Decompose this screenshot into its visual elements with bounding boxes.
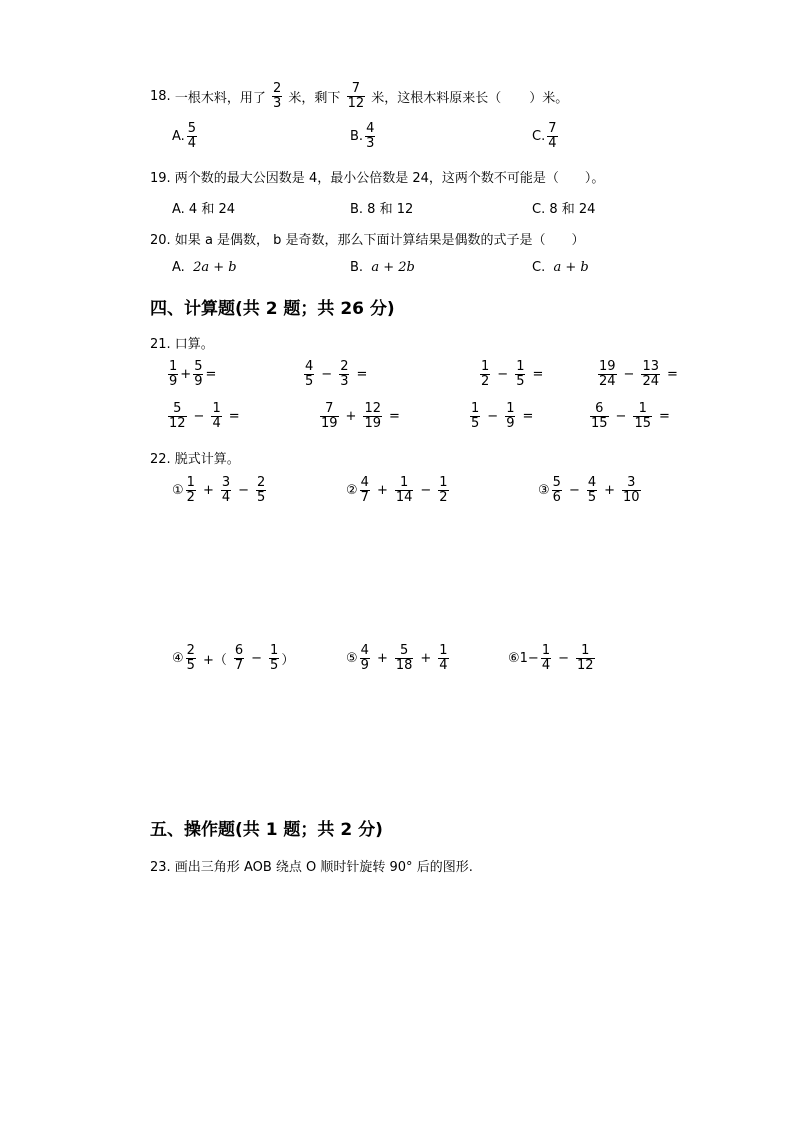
q18-option-c[interactable]: C. $\frac{7}{4}$ [532,121,557,151]
q19-option-b[interactable]: B. 8 和 12 [350,202,414,217]
q21-item-6: $\frac{7}{19}$ + $\frac{12}{19}$ = [321,401,400,431]
question-22-title: 22. 脱式计算。 [150,452,240,467]
q21-item-8: $\frac{6}{15}$ − $\frac{1}{15}$ = [591,401,670,431]
q18-text-1: 一根木料，用了 [174,91,266,106]
question-19: 19. 两个数的最大公因数是 4，最小公倍数是 24，这两个数不可能是（ ）。 [150,171,605,186]
section-4-heading: 四、计算题(共 2 题；共 26 分) [150,299,395,319]
q18-number: 18. [150,89,171,104]
q21-item-3: $\frac{1}{2}$ − $\frac{1}{5}$ = [481,359,544,389]
q21-item-4: $\frac{19}{24}$ − $\frac{13}{24}$ = [599,359,678,389]
q21-item-7: $\frac{1}{5}$ − $\frac{1}{9}$ = [471,401,534,431]
q18-text-3: 米，这根木料原来长（ [371,91,502,106]
q18-text-2: 米，剩下 [288,91,341,106]
q18-option-a[interactable]: A. $\frac{5}{4}$ [172,121,197,151]
question-21-title: 21. 口算。 [150,337,214,352]
q18-text-4: ）米。 [529,91,569,106]
q18-fraction-used: $\frac{2}{3}$ [272,81,282,111]
q18-option-b[interactable]: B. $\frac{4}{3}$ [350,121,375,151]
q21-item-2: $\frac{4}{5}$ − $\frac{2}{3}$ = [305,359,368,389]
q18-fraction-left: $\frac{7}{12}$ [347,81,365,111]
q19-option-a[interactable]: A. 4 和 24 [172,202,236,217]
q22-item-6: ⑥ 1− $\frac{1}{4}$ − $\frac{1}{12}$ [508,643,594,673]
q19-option-c[interactable]: C. 8 和 24 [532,202,596,217]
q20-option-a[interactable]: A. 2a + b [172,260,237,275]
q21-item-1: $\frac{1}{9}$ + $\frac{5}{9}$ = [169,359,217,389]
question-18 [150,82,568,111]
q22-item-5: ⑤ $\frac{4}{9}$ + $\frac{5}{18}$ + $\frac{1}{4}$ [346,643,448,673]
q20-option-b[interactable]: B. a + 2b [350,260,415,275]
q22-item-4: ④ $\frac{2}{5}$ +（ $\frac{6}{7}$ − $\frac{1}{5}$ ） [172,643,295,673]
q20-option-c[interactable]: C. a + b [532,260,589,275]
q21-item-5: $\frac{5}{12}$ − $\frac{1}{4}$ = [169,401,240,431]
question-23: 23. 画出三角形 AOB 绕点 O 顺时针旋转 90° 后的图形. [150,860,473,875]
q22-item-1: ① $\frac{1}{2}$ + $\frac{3}{4}$ − $\frac{2}{5}$ [172,475,266,505]
q22-item-3: ③ $\frac{5}{6}$ − $\frac{4}{5}$ + $\frac{3}{10}$ [538,475,640,505]
section-5-heading: 五、操作题(共 1 题；共 2 分) [150,820,383,840]
q22-item-2: ② $\frac{4}{7}$ + $\frac{1}{14}$ − $\frac{1}{2}$ [346,475,448,505]
question-20: 20. 如果 a 是偶数， b 是奇数，那么下面计算结果是偶数的式子是（ ） [150,233,585,248]
